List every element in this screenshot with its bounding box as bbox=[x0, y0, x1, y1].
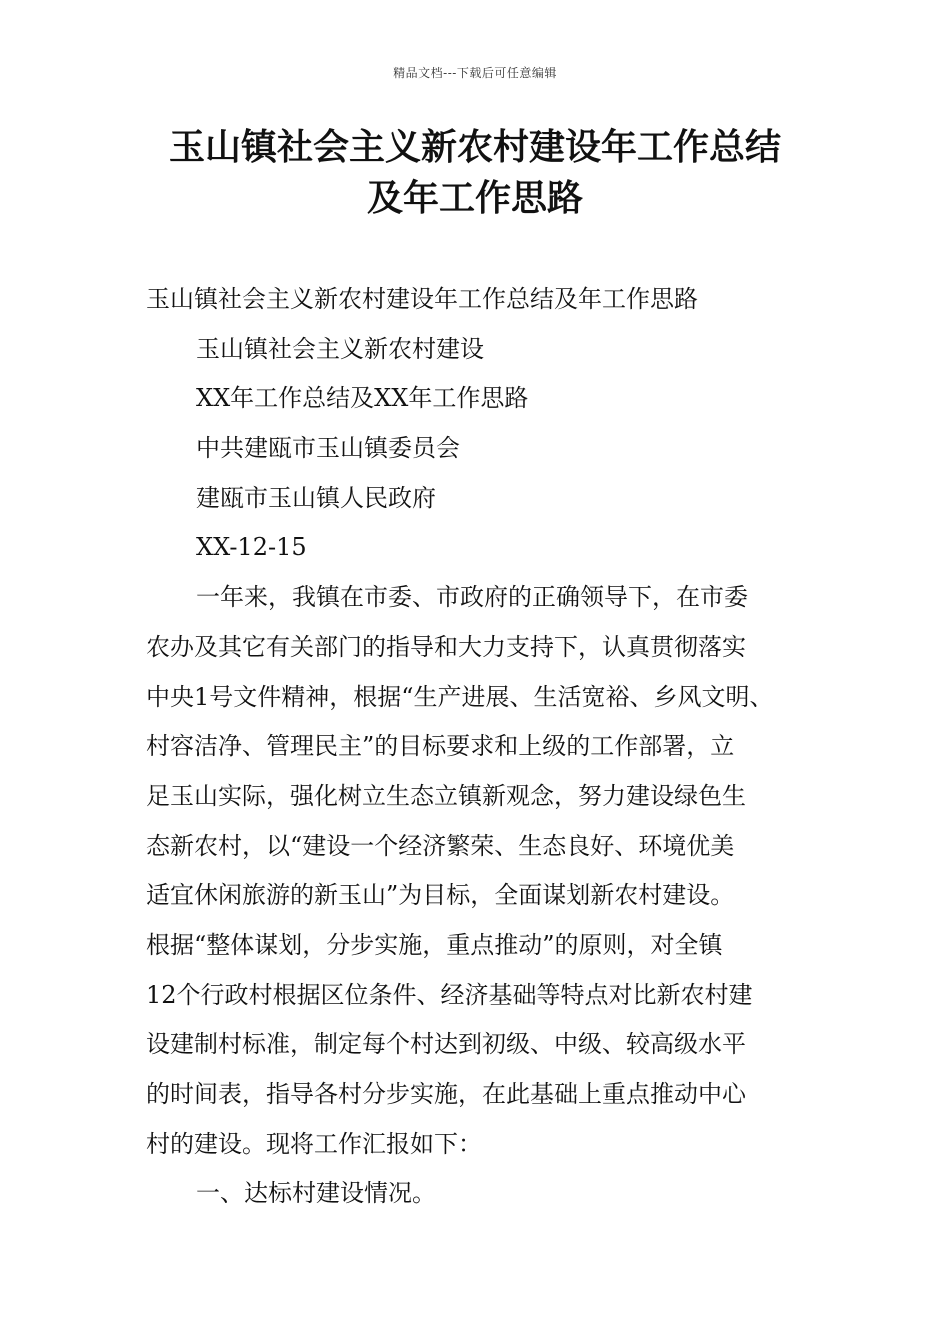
issuer-line: 中共建瓯市玉山镇委员会 bbox=[196, 434, 460, 463]
title-line-1: 玉山镇社会主义新农村建设年工作总结 bbox=[168, 127, 781, 168]
paragraph-line: 态新农村，以“建设一个经济繁荣、生态良好、环境优美 bbox=[146, 831, 735, 860]
paragraph-line: 村的建设。现将工作汇报如下： bbox=[146, 1129, 482, 1158]
paragraph-line: 一年来，我镇在市委、市政府的正确领导下，在市委 bbox=[196, 583, 748, 612]
document-body bbox=[146, 280, 822, 1224]
paragraph-line: 的时间表，指导各村分步实施，在此基础上重点推动中心 bbox=[146, 1080, 746, 1108]
date-line: XX-12-15 bbox=[196, 533, 307, 562]
section-heading: 一、达标村建设情况。 bbox=[196, 1179, 436, 1208]
paragraph-line: 12个行政村根据区位条件、经济基础等特点对比新农村建 bbox=[146, 980, 753, 1009]
issuer-line: 建瓯市玉山镇人民政府 bbox=[196, 483, 436, 512]
paragraph-line: 中央1号文件精神，根据“生产进展、生活宽裕、乡风文明、 bbox=[146, 682, 774, 711]
paragraph-line: 农办及其它有关部门的指导和大力支持下，认真贯彻落实 bbox=[146, 632, 746, 661]
document-title bbox=[0, 122, 950, 224]
paragraph-line: 适宜休闲旅游的新玉山”为目标，全面谋划新农村建设。 bbox=[146, 881, 735, 910]
heading-line: XX年工作总结及XX年工作思路 bbox=[196, 384, 529, 413]
subtitle-line: 玉山镇社会主义新农村建设年工作总结及年工作思路 bbox=[146, 285, 698, 313]
paragraph-line: 设建制村标准，制定每个村达到初级、中级、较高级水平 bbox=[146, 1030, 746, 1059]
heading-line: 玉山镇社会主义新农村建设 bbox=[196, 334, 484, 363]
page-header-note: 精品文档---下载后可任意编辑 bbox=[393, 66, 557, 80]
paragraph-line: 根据“整体谋划，分步实施，重点推动”的原则，对全镇 bbox=[146, 930, 723, 959]
paragraph-line: 村容洁净、管理民主”的目标要求和上级的工作部署，立 bbox=[146, 732, 735, 761]
title-line-2: 及年工作思路 bbox=[366, 178, 583, 219]
paragraph-line: 足玉山实际，强化树立生态立镇新观念，努力建设绿色生 bbox=[146, 781, 746, 810]
